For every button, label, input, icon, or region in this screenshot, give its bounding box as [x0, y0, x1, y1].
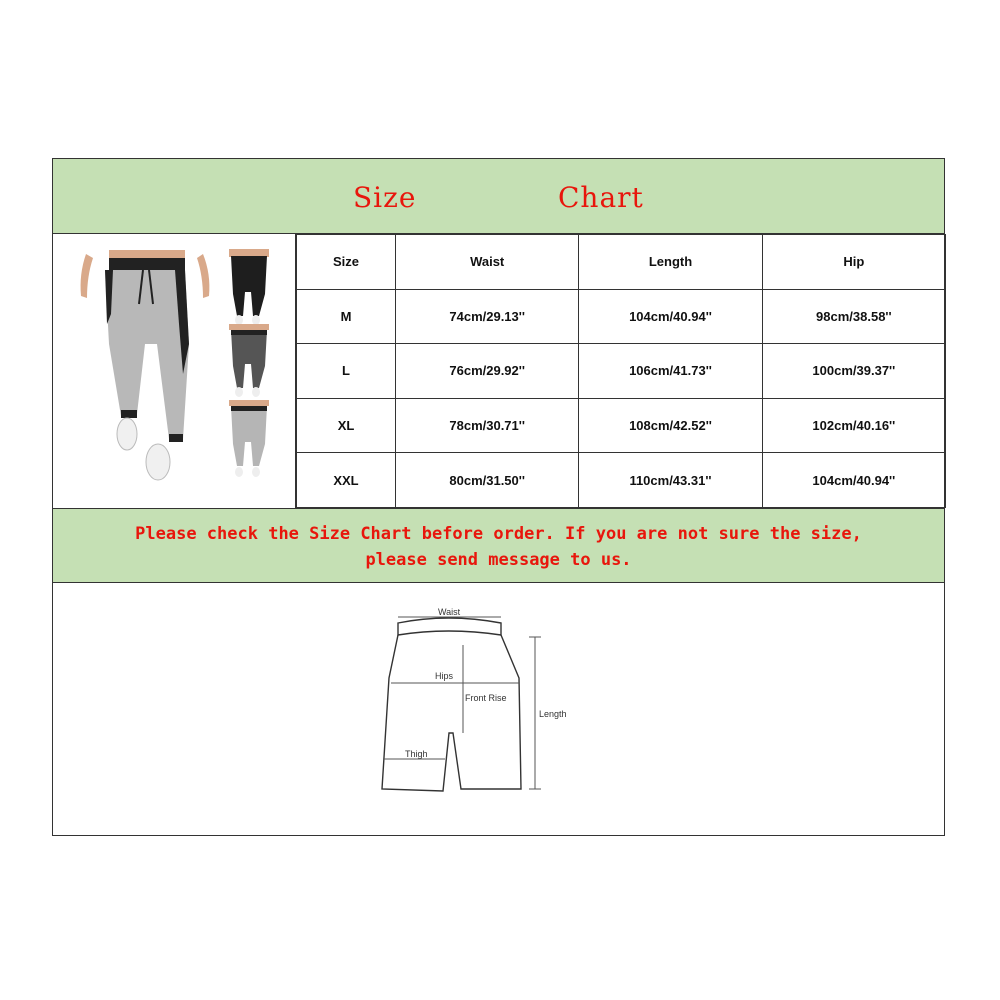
table-row	[297, 398, 946, 453]
cell-waist: 74cm/29.13''	[396, 289, 579, 344]
cell-hip: 104cm/40.94''	[762, 453, 945, 508]
title-word-chart: Chart	[558, 181, 644, 214]
cell-hip: 98cm/38.58''	[762, 289, 945, 344]
header-waist: Waist	[396, 235, 579, 290]
shorts-outline	[382, 618, 521, 791]
title-word-size: Size	[353, 181, 417, 214]
model-main-photo	[81, 250, 210, 480]
length-label: Length	[539, 709, 567, 719]
cell-size: L	[297, 344, 396, 399]
model-small-photo-dark-grey	[229, 324, 269, 397]
cell-length: 110cm/43.31''	[579, 453, 762, 508]
header-size: Size	[297, 235, 396, 290]
cell-size: XL	[297, 398, 396, 453]
cell-waist: 78cm/30.71''	[396, 398, 579, 453]
cell-hip: 102cm/40.16''	[762, 398, 945, 453]
notice-line-2: please send message to us.	[365, 550, 632, 570]
thigh-label: Thigh	[405, 749, 428, 759]
notice-band	[53, 508, 944, 583]
title-band	[53, 159, 944, 234]
cell-size: M	[297, 289, 396, 344]
cell-length: 104cm/40.94''	[579, 289, 762, 344]
header-length: Length	[579, 235, 762, 290]
size-chart	[52, 158, 945, 836]
model-small-photo-black	[229, 249, 269, 325]
header-hip: Hip	[762, 235, 945, 290]
cell-waist: 76cm/29.92''	[396, 344, 579, 399]
cell-hip: 100cm/39.37''	[762, 344, 945, 399]
measurement-diagram	[53, 583, 944, 836]
front-rise-label: Front Rise	[465, 693, 507, 703]
cell-length: 108cm/42.52''	[579, 398, 762, 453]
model-small-photo-light-grey	[229, 400, 269, 477]
hips-label: Hips	[435, 671, 454, 681]
notice-line-1: Please check the Size Chart before order. If you are not sure the size,	[135, 524, 862, 544]
cell-size: XXL	[297, 453, 396, 508]
waist-label: Waist	[438, 607, 461, 617]
table-row	[297, 289, 946, 344]
shorts-measurement-diagram	[53, 583, 944, 836]
size-table	[296, 234, 946, 508]
table-row	[297, 344, 946, 399]
jogger-pants-photos	[53, 234, 296, 508]
cell-waist: 80cm/31.50''	[396, 453, 579, 508]
table-header-row	[297, 235, 946, 290]
cell-length: 106cm/41.73''	[579, 344, 762, 399]
table-row	[297, 453, 946, 508]
product-photos	[53, 234, 296, 508]
